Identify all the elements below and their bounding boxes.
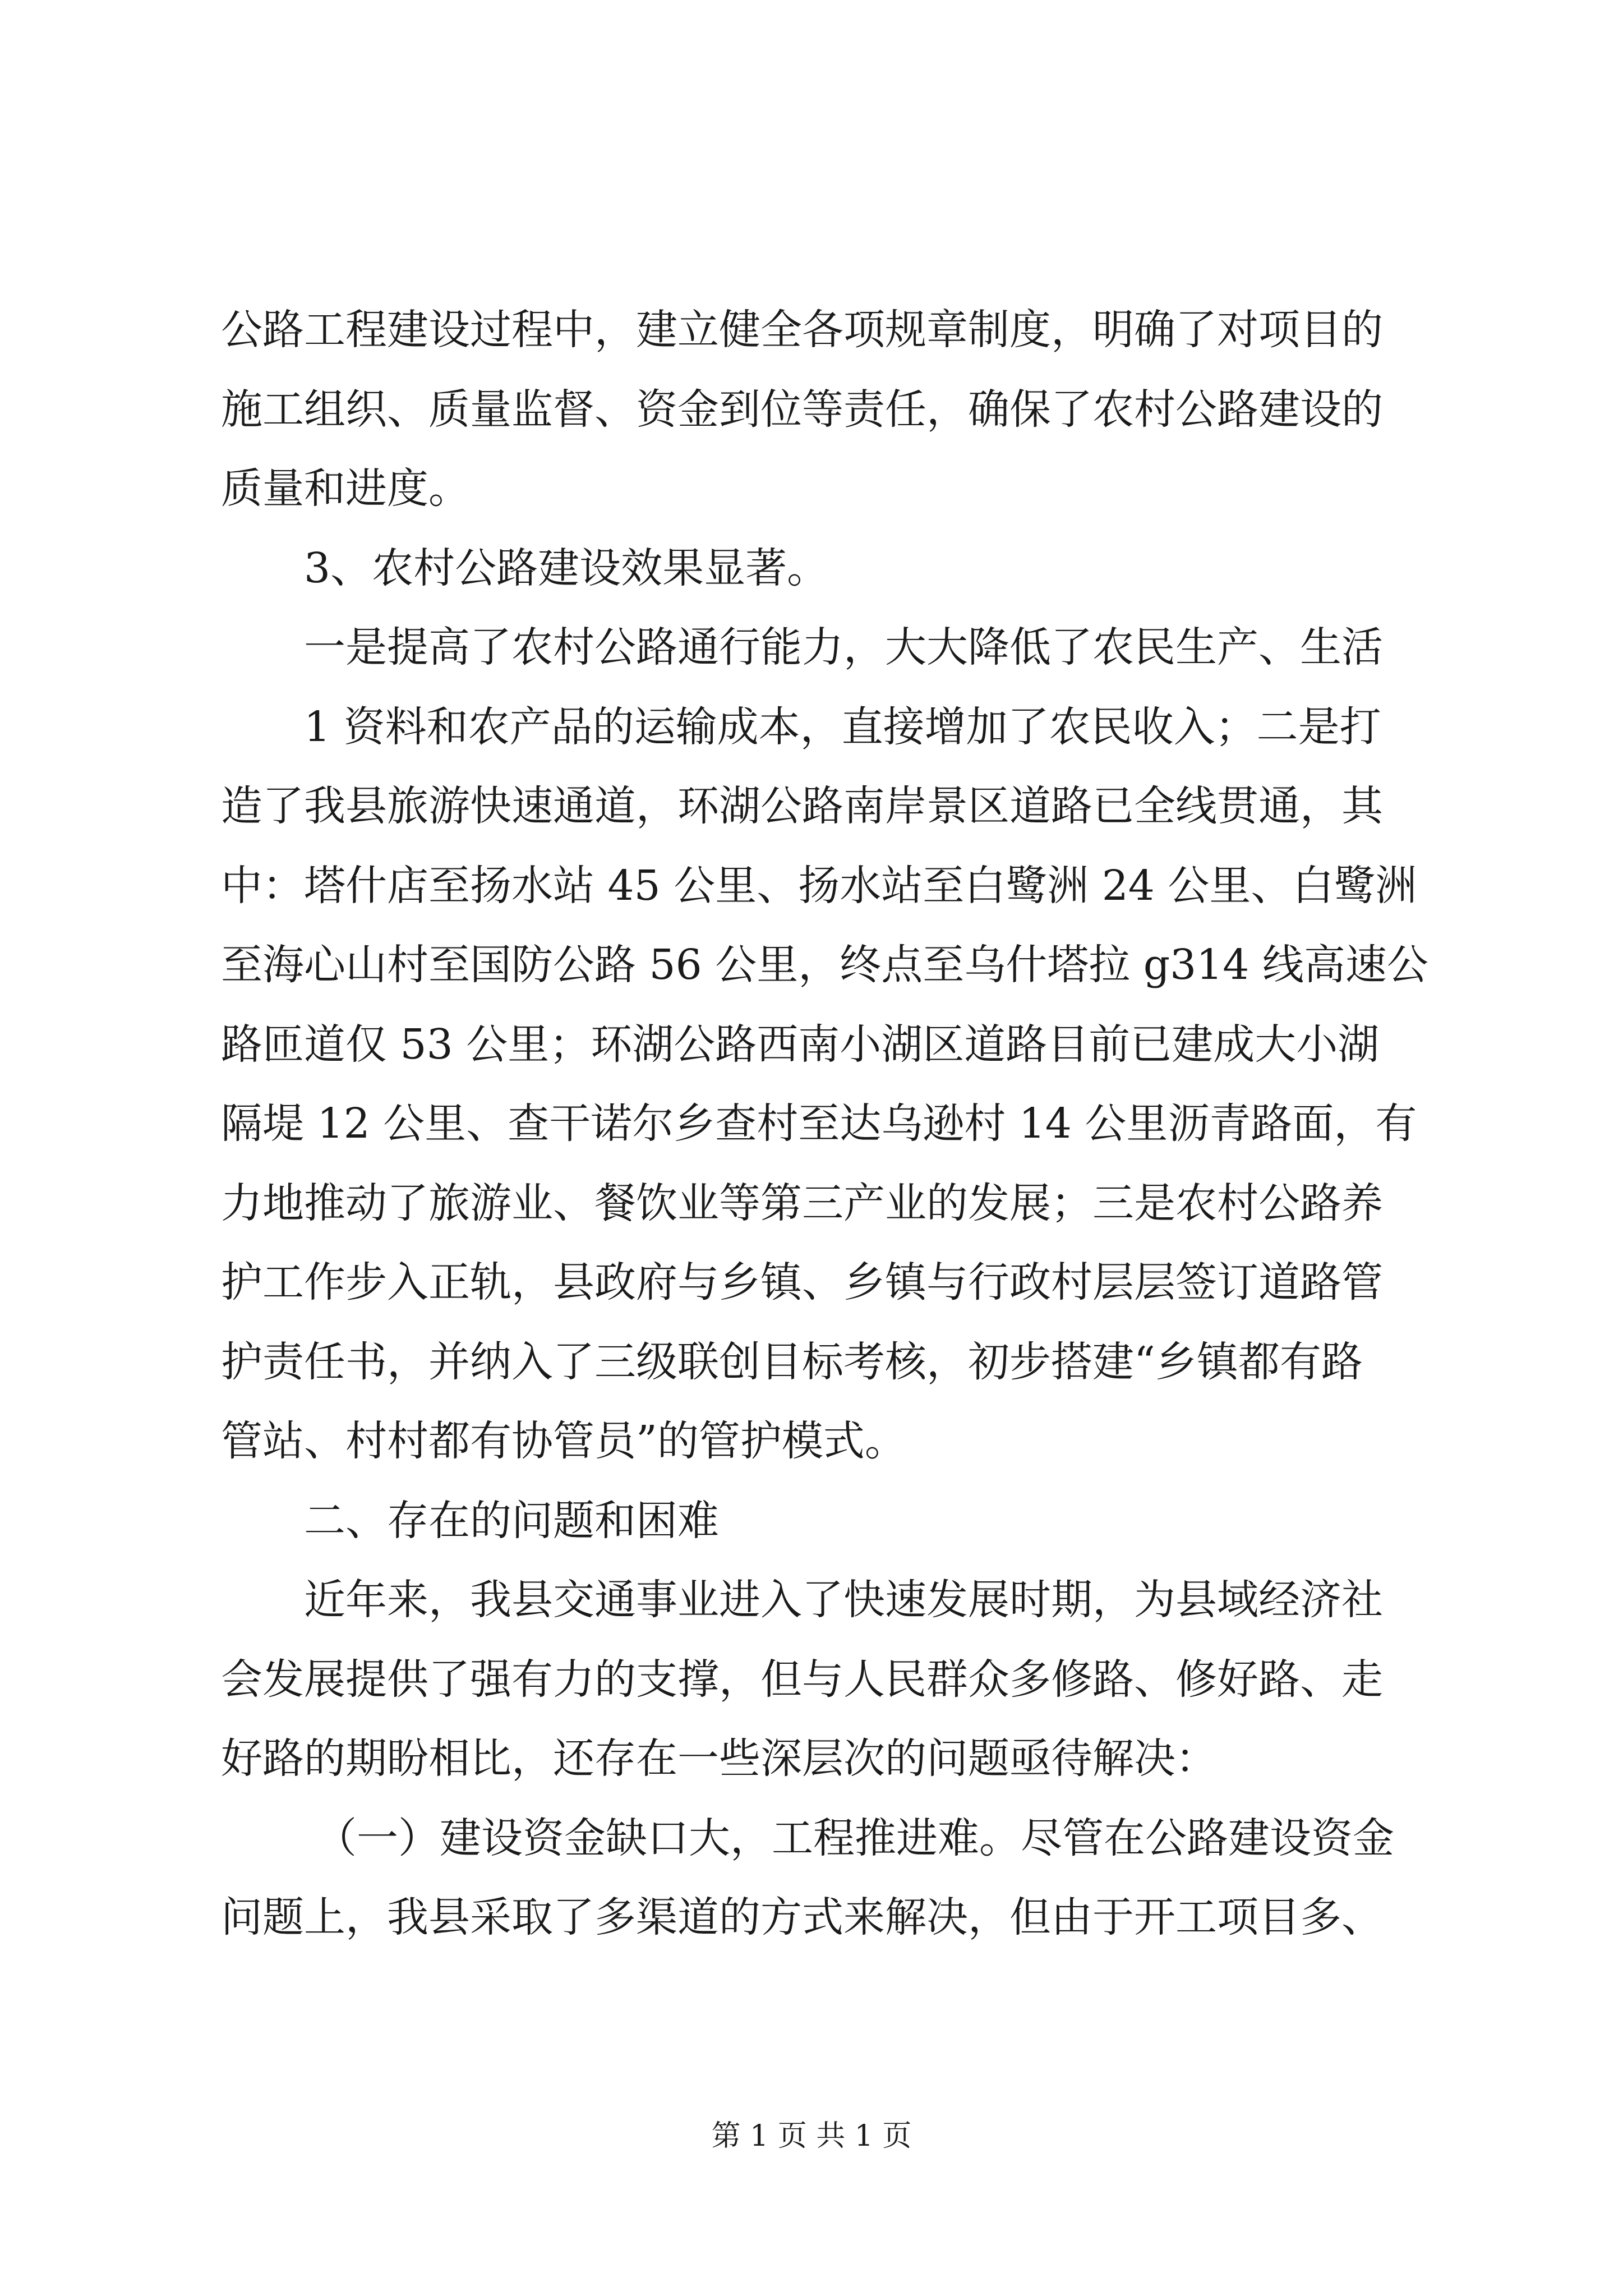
text-line: 隔堤 12 公里、查干诺尔乡查村至达乌逊村 14 公里沥青路面，有: [221, 1099, 1417, 1148]
section-heading: 二、存在的问题和困难: [304, 1496, 719, 1545]
text-line: 好路的期盼相比，还存在一些深层次的问题亟待解决：: [221, 1734, 1217, 1783]
text-line: 一是提高了农村公路通行能力，大大降低了农民生产、生活: [304, 623, 1383, 671]
text-line: 护责任书，并纳入了三级联创目标考核，初步搭建“乡镇都有路: [221, 1337, 1363, 1386]
text-line: 造了我县旅游快速通道，环湖公路南岸景区道路已全线贯通，其: [221, 782, 1383, 830]
subsection-heading: （一）建设资金缺口大，工程推进难。尽管在公路建设资金: [315, 1814, 1394, 1862]
text-line: 近年来，我县交通事业进入了快速发展时期，为县域经济社: [304, 1576, 1383, 1624]
section-heading: 3、农村公路建设效果显著。: [304, 544, 829, 592]
text-line: 至海心山村至国防公路 56 公里，终点至乌什塔拉 g314 线高速公: [221, 941, 1428, 989]
document-body: [221, 291, 1428, 1958]
text-line: 公路工程建设过程中，建立健全各项规章制度，明确了对项目的: [221, 306, 1383, 354]
text-line: 中：塔什店至扬水站 45 公里、扬水站至白鹭洲 24 公里、白鹭洲: [221, 861, 1417, 910]
text-line: 路匝道仅 53 公里；环湖公路西南小湖区道路目前已建成大小湖: [221, 1020, 1380, 1069]
text-line: 问题上，我县采取了多渠道的方式来解决，但由于开工项目多、: [221, 1893, 1383, 1941]
text-line: 护工作步入正轨，县政府与乡镇、乡镇与行政村层层签订道路管: [221, 1258, 1383, 1306]
text-line: 管站、村村都有协管员”的管护模式。: [221, 1417, 906, 1465]
text-line: 1 资料和农产品的运输成本，直接增加了农民收入；二是打: [304, 702, 1381, 751]
text-line: 会发展提供了强有力的支撑，但与人民群众多修路、修好路、走: [221, 1655, 1383, 1704]
text-line: 施工组织、质量监督、资金到位等责任，确保了农村公路建设的: [221, 385, 1383, 434]
text-line: 质量和进度。: [221, 464, 470, 513]
page-footer: 第 1 页 共 1 页: [711, 2119, 912, 2153]
text-line: 力地推动了旅游业、餐饮业等第三产业的发展；三是农村公路养: [221, 1179, 1383, 1227]
